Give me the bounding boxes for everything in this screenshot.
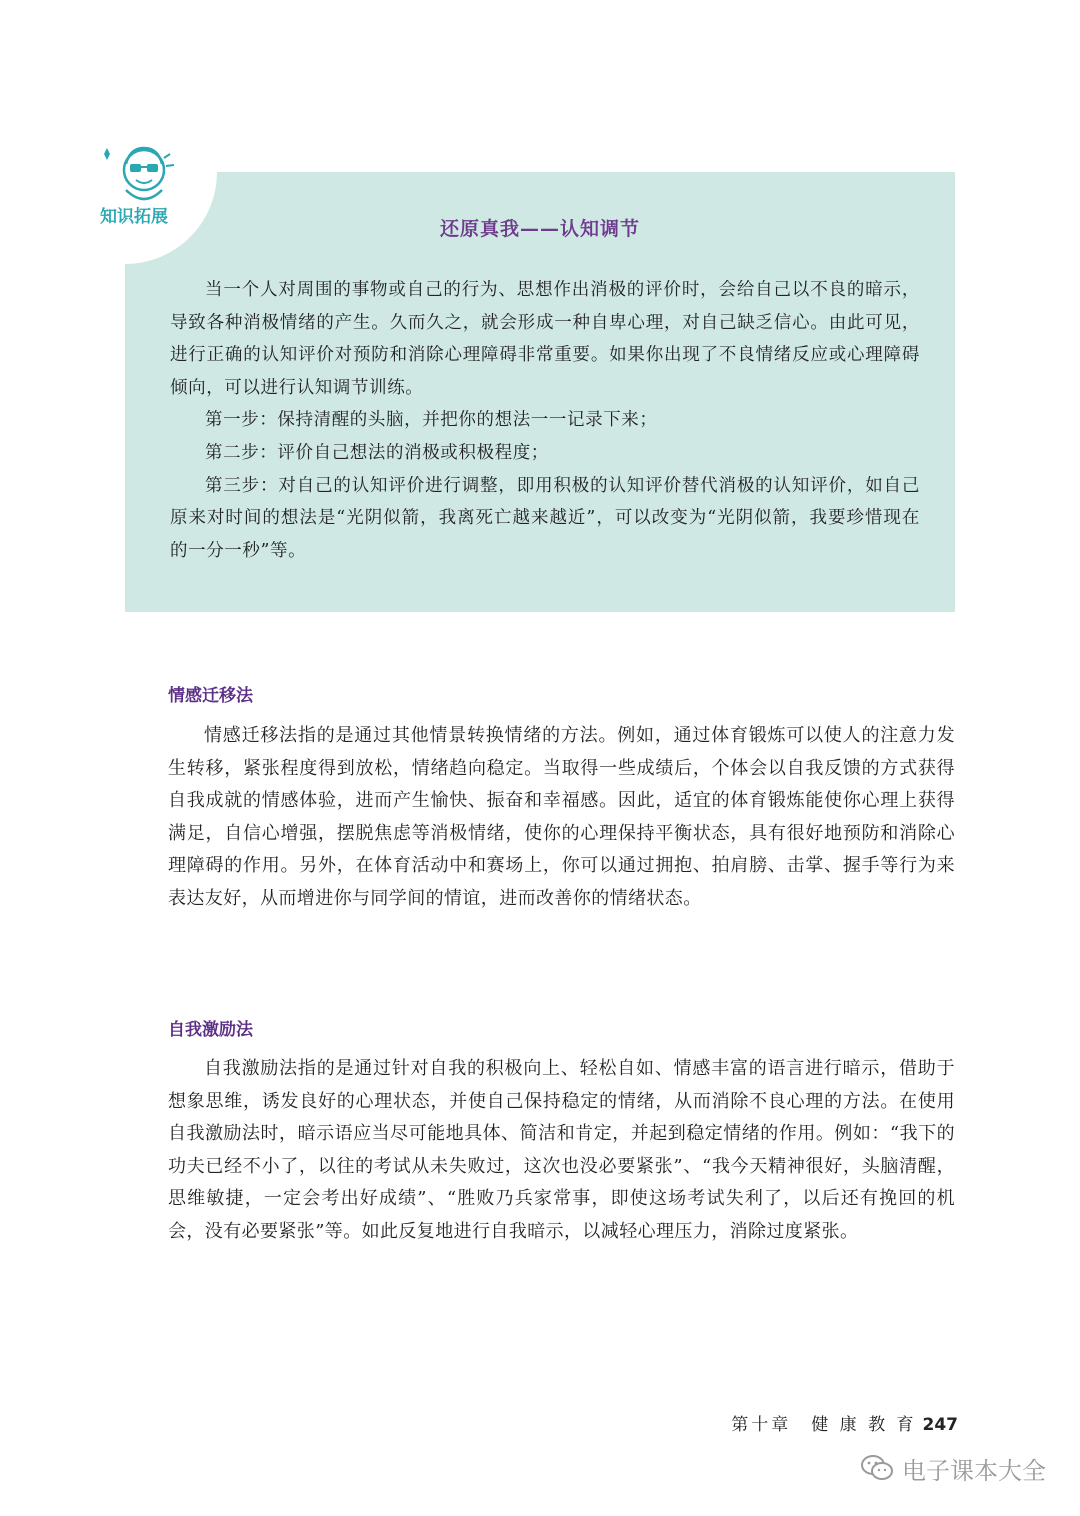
chapter-label: 第十章 健 康 教 育	[731, 1415, 917, 1435]
scholar-character-icon	[100, 140, 190, 210]
section-paragraph: 自我激励法指的是通过针对自我的积极向上、轻松自如、情感丰富的语言进行暗示，借助于想象思维，诱发良好的心理状态，并使自己保持稳定的情绪，从而消除不良心理的方法。在使用自我激励法时，暗示语应当尽可能地具体、简洁和肯定，并起到稳定情绪的作用。例如：“我下的功夫已经不小了，以往的考试从未失败过，这次也没必要紧张”、“我今天精神很好，头脑清醒，思维敏捷，一定会考出好成绩”、“胜败乃兵家常事，即使这场考试失利了，以后还有挽回的机会，没有必要紧张”等。如此反复地进行自我暗示，以减轻心理压力，消除过度紧张。	[168, 1058, 955, 1242]
section-title: 自我激励法	[168, 1020, 253, 1040]
box-step: 第二步：评价自己想法的消极或积极程度；	[205, 442, 549, 463]
badge-label: 知识拓展	[100, 207, 168, 227]
wechat-icon	[860, 1454, 894, 1482]
box-body	[170, 274, 920, 567]
knowledge-badge	[100, 140, 210, 230]
section-paragraph: 情感迁移法指的是通过其他情景转换情绪的方法。例如，通过体育锻炼可以使人的注意力发生转移，紧张程度得到放松，情绪趋向稳定。当取得一些成绩后，个体会以自我反馈的方式获得自我成就的情感体验，进而产生愉快、振奋和幸福感。因此，适宜的体育锻炼能使你心理上获得满足，自信心增强，摆脱焦虑等消极情绪，使你的心理保持平衡状态，具有很好地预防和消除心理障碍的作用。另外，在体育活动中和赛场上，你可以通过拥抱、拍肩膀、击掌、握手等行为来表达友好，从而增进你与同学间的情谊，进而改善你的情绪状态。	[168, 725, 955, 909]
watermark	[860, 1450, 1046, 1486]
box-step: 第一步：保持清醒的头脑，并把你的想法一一记录下来；	[205, 410, 658, 431]
knowledge-extension-box	[125, 172, 955, 612]
section-body	[168, 1053, 955, 1249]
box-paragraph: 当一个人对周围的事物或自己的行为、思想作出消极的评价时，会给自己以不良的暗示，导致各种消极情绪的产生。久而久之，就会形成一种自卑心理，对自己缺乏信心。由此可见，进行正确的认知评价对预防和消除心理障碍非常重要。如果你出现了不良情绪反应或心理障碍倾向，可以进行认知调节训练。	[170, 280, 920, 398]
page-footer	[731, 1410, 958, 1435]
section-body	[168, 720, 955, 916]
box-title: 还原真我——认知调节	[439, 218, 640, 240]
section-title: 情感迁移法	[168, 686, 253, 706]
box-step: 第三步：对自己的认知评价进行调整，即用积极的认知评价替代消极的认知评价，如自己原来对时间的想法是“光阴似箭，我离死亡越来越近”，可以改变为“光阴似箭，我要珍惜现在的一分一秒”等。	[170, 475, 920, 561]
watermark-text: 电子课本大全	[902, 1456, 1046, 1485]
page-number: 247	[922, 1415, 958, 1435]
